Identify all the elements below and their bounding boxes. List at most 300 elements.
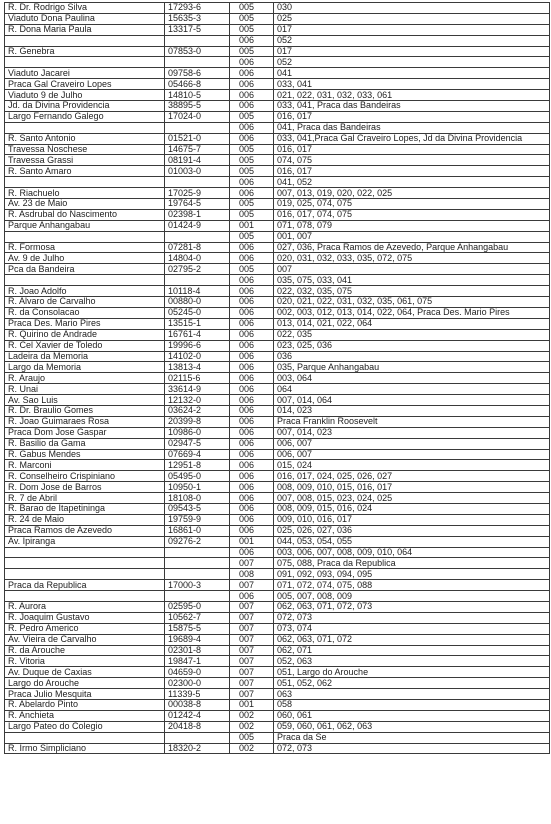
postal-code-cell: 02115-6 (165, 373, 230, 384)
postal-code-cell: 02398-1 (165, 209, 230, 220)
postal-code-cell: 20418-8 (165, 721, 230, 732)
block-list-cell: 073, 074 (274, 623, 550, 634)
street-name-cell: R. Riachuelo (5, 188, 165, 199)
table-row (5, 634, 550, 645)
postal-code-cell: 09758-6 (165, 68, 230, 79)
street-name-cell: R. Vitoria (5, 656, 165, 667)
table-row (5, 591, 550, 602)
table-row (5, 144, 550, 155)
table-row (5, 514, 550, 525)
sector-code-cell: 006 (230, 242, 274, 253)
postal-code-cell: 33614-9 (165, 384, 230, 395)
street-sector-table (4, 2, 550, 754)
postal-code-cell: 38895-5 (165, 101, 230, 112)
block-list-cell: 062, 071 (274, 645, 550, 656)
sector-code-cell: 002 (230, 710, 274, 721)
street-name-cell: Travessa Noschese (5, 144, 165, 155)
block-list-cell: 059, 060, 061, 062, 063 (274, 721, 550, 732)
street-name-cell: Travessa Grassi (5, 155, 165, 166)
sector-code-cell: 006 (230, 503, 274, 514)
postal-code-cell: 16761-4 (165, 329, 230, 340)
table-row (5, 645, 550, 656)
sector-code-cell: 006 (230, 329, 274, 340)
postal-code-cell: 04659-0 (165, 667, 230, 678)
table-row (5, 24, 550, 35)
postal-code-cell: 02947-5 (165, 438, 230, 449)
postal-code-cell: 17024-0 (165, 111, 230, 122)
postal-code-cell (165, 591, 230, 602)
sector-code-cell: 006 (230, 275, 274, 286)
table-row (5, 286, 550, 297)
street-name-cell: R. Pedro Americo (5, 623, 165, 634)
sector-code-cell: 006 (230, 177, 274, 188)
postal-code-cell: 12132-0 (165, 395, 230, 406)
postal-code-cell: 02300-0 (165, 678, 230, 689)
table-row (5, 133, 550, 144)
street-name-cell: R. 24 de Maio (5, 514, 165, 525)
street-name-cell (5, 35, 165, 46)
street-name-cell: R. Santo Antonio (5, 133, 165, 144)
postal-code-cell: 02301-8 (165, 645, 230, 656)
block-list-cell: 062, 063, 071, 072, 073 (274, 601, 550, 612)
table-row (5, 318, 550, 329)
block-list-cell: 006, 007 (274, 438, 550, 449)
table-row (5, 536, 550, 547)
sector-code-cell: 006 (230, 351, 274, 362)
street-name-cell: R. Aurora (5, 601, 165, 612)
table-row (5, 220, 550, 231)
street-name-cell: Praca Des. Mario Pires (5, 318, 165, 329)
block-list-cell: 017 (274, 24, 550, 35)
table-row (5, 493, 550, 504)
block-list-cell: 016, 017 (274, 166, 550, 177)
street-name-cell: R. Joaquim Gustavo (5, 612, 165, 623)
postal-code-cell: 15635-3 (165, 13, 230, 24)
table-row (5, 231, 550, 242)
postal-code-cell: 13813-4 (165, 362, 230, 373)
block-list-cell: 007, 014, 064 (274, 395, 550, 406)
sector-code-cell: 005 (230, 3, 274, 14)
block-list-cell: 035, 075, 033, 041 (274, 275, 550, 286)
sector-code-cell: 006 (230, 438, 274, 449)
table-row (5, 482, 550, 493)
block-list-cell: 003, 064 (274, 373, 550, 384)
block-list-cell: 008, 009, 015, 016, 024 (274, 503, 550, 514)
sector-code-cell: 006 (230, 362, 274, 373)
postal-code-cell: 19689-4 (165, 634, 230, 645)
table-row (5, 569, 550, 580)
sector-code-cell: 007 (230, 689, 274, 700)
block-list-cell: 041, 052 (274, 177, 550, 188)
street-name-cell: R. Santo Amaro (5, 166, 165, 177)
table-row (5, 449, 550, 460)
block-list-cell: 007, 008, 015, 023, 024, 025 (274, 493, 550, 504)
block-list-cell: 020, 031, 032, 033, 035, 072, 075 (274, 253, 550, 264)
table-row (5, 732, 550, 743)
block-list-cell: 064 (274, 384, 550, 395)
postal-code-cell: 13515-1 (165, 318, 230, 329)
street-name-cell: Av. Vieira de Carvalho (5, 634, 165, 645)
sector-code-cell: 005 (230, 155, 274, 166)
sector-code-cell: 005 (230, 264, 274, 275)
street-name-cell: Praca Gal Craveiro Lopes (5, 79, 165, 90)
table-row (5, 3, 550, 14)
sector-code-cell: 006 (230, 133, 274, 144)
sector-code-cell: 007 (230, 645, 274, 656)
postal-code-cell (165, 547, 230, 558)
sector-code-cell: 007 (230, 656, 274, 667)
table-row (5, 710, 550, 721)
sector-code-cell: 007 (230, 634, 274, 645)
street-name-cell: Ladeira da Memoria (5, 351, 165, 362)
postal-code-cell: 10950-1 (165, 482, 230, 493)
postal-code-cell: 18320-2 (165, 743, 230, 754)
street-name-cell (5, 177, 165, 188)
street-name-cell (5, 732, 165, 743)
postal-code-cell: 09276-2 (165, 536, 230, 547)
street-name-cell (5, 547, 165, 558)
street-name-cell: R. Asdrubal do Nascimento (5, 209, 165, 220)
block-list-cell: 006, 007 (274, 449, 550, 460)
sector-code-cell: 006 (230, 253, 274, 264)
street-name-cell: Av. 9 de Julho (5, 253, 165, 264)
block-list-cell: Praca da Se (274, 732, 550, 743)
street-name-cell: Viaduto Jacarei (5, 68, 165, 79)
block-list-cell: 072, 073 (274, 743, 550, 754)
table-row (5, 623, 550, 634)
block-list-cell: Praca Franklin Roosevelt (274, 416, 550, 427)
postal-code-cell (165, 558, 230, 569)
table-row (5, 264, 550, 275)
block-list-cell: 030 (274, 3, 550, 14)
block-list-cell: 015, 024 (274, 460, 550, 471)
street-name-cell: R. Unai (5, 384, 165, 395)
street-name-cell: R. Genebra (5, 46, 165, 57)
street-name-cell: R. 7 de Abril (5, 493, 165, 504)
street-name-cell: Av. 23 de Maio (5, 199, 165, 210)
block-list-cell: 021, 022, 031, 032, 033, 061 (274, 90, 550, 101)
table-row (5, 242, 550, 253)
street-name-cell: Praca Ramos de Azevedo (5, 525, 165, 536)
sector-code-cell: 006 (230, 384, 274, 395)
sector-code-cell: 002 (230, 721, 274, 732)
street-name-cell: Praca Julio Mesquita (5, 689, 165, 700)
block-list-cell: 033, 041, Praca das Bandeiras (274, 101, 550, 112)
table-row (5, 275, 550, 286)
street-name-cell (5, 558, 165, 569)
table-row (5, 101, 550, 112)
postal-code-cell: 10118-4 (165, 286, 230, 297)
block-list-cell: 001, 007 (274, 231, 550, 242)
sector-code-cell: 006 (230, 482, 274, 493)
street-name-cell: Praca da Republica (5, 580, 165, 591)
table-row (5, 90, 550, 101)
sector-code-cell: 006 (230, 449, 274, 460)
street-name-cell: Largo da Memoria (5, 362, 165, 373)
block-list-cell: 009, 010, 016, 017 (274, 514, 550, 525)
postal-code-cell: 15875-5 (165, 623, 230, 634)
street-name-cell: Pca da Bandeira (5, 264, 165, 275)
block-list-cell: 016, 017 (274, 144, 550, 155)
postal-code-cell: 08191-4 (165, 155, 230, 166)
block-list-cell: 071, 078, 079 (274, 220, 550, 231)
block-list-cell: 035, Parque Anhangabau (274, 362, 550, 373)
table-row (5, 438, 550, 449)
block-list-cell: 052 (274, 35, 550, 46)
table-row (5, 13, 550, 24)
street-name-cell (5, 275, 165, 286)
table-row (5, 721, 550, 732)
sector-code-cell: 005 (230, 166, 274, 177)
block-list-cell: 052, 063 (274, 656, 550, 667)
sector-code-cell: 005 (230, 13, 274, 24)
block-list-cell: 016, 017, 024, 025, 026, 027 (274, 471, 550, 482)
table-row (5, 743, 550, 754)
table-row (5, 253, 550, 264)
sector-code-cell: 007 (230, 580, 274, 591)
table-row (5, 46, 550, 57)
postal-code-cell: 19764-5 (165, 199, 230, 210)
block-list-cell: 019, 025, 074, 075 (274, 199, 550, 210)
postal-code-cell: 01242-4 (165, 710, 230, 721)
block-list-cell: 022, 032, 035, 075 (274, 286, 550, 297)
sector-code-cell: 006 (230, 90, 274, 101)
postal-code-cell: 07281-8 (165, 242, 230, 253)
table-row (5, 199, 550, 210)
table-row (5, 57, 550, 68)
sector-code-cell: 007 (230, 558, 274, 569)
table-row (5, 111, 550, 122)
street-name-cell: R. Alvaro de Carvalho (5, 297, 165, 308)
block-list-cell: 091, 092, 093, 094, 095 (274, 569, 550, 580)
block-list-cell: 062, 063, 071, 072 (274, 634, 550, 645)
postal-code-cell: 11339-5 (165, 689, 230, 700)
postal-code-cell: 05495-0 (165, 471, 230, 482)
table-row (5, 166, 550, 177)
block-list-cell: 025 (274, 13, 550, 24)
block-list-cell: 013, 014, 021, 022, 064 (274, 318, 550, 329)
postal-code-cell: 14810-5 (165, 90, 230, 101)
street-name-cell: R. Dona Maria Paula (5, 24, 165, 35)
table-row (5, 122, 550, 133)
table-row (5, 307, 550, 318)
postal-code-cell: 14804-0 (165, 253, 230, 264)
table-row (5, 362, 550, 373)
block-list-cell: 016, 017 (274, 111, 550, 122)
block-list-cell: 005, 007, 008, 009 (274, 591, 550, 602)
table-row (5, 612, 550, 623)
sector-code-cell: 006 (230, 547, 274, 558)
postal-code-cell (165, 122, 230, 133)
street-name-cell: R. Dr. Braulio Gomes (5, 405, 165, 416)
sector-code-cell: 001 (230, 220, 274, 231)
table-row (5, 209, 550, 220)
street-name-cell: Viaduto Dona Paulina (5, 13, 165, 24)
table-row (5, 384, 550, 395)
block-list-cell: 060, 061 (274, 710, 550, 721)
sector-code-cell: 006 (230, 68, 274, 79)
street-name-cell: R. Anchieta (5, 710, 165, 721)
table-row (5, 79, 550, 90)
postal-code-cell: 07853-0 (165, 46, 230, 57)
table-row (5, 155, 550, 166)
block-list-cell: 044, 053, 054, 055 (274, 536, 550, 547)
street-name-cell: R. Dr. Rodrigo Silva (5, 3, 165, 14)
table-row (5, 405, 550, 416)
postal-code-cell (165, 732, 230, 743)
sector-code-cell: 006 (230, 122, 274, 133)
street-name-cell: R. Abelardo Pinto (5, 700, 165, 711)
postal-code-cell (165, 275, 230, 286)
street-name-cell: R. Formosa (5, 242, 165, 253)
block-list-cell: 007 (274, 264, 550, 275)
sector-code-cell: 005 (230, 732, 274, 743)
sector-code-cell: 006 (230, 286, 274, 297)
block-list-cell: 017 (274, 46, 550, 57)
street-name-cell: Largo Fernando Galego (5, 111, 165, 122)
block-list-cell: 014, 023 (274, 405, 550, 416)
sector-code-cell: 006 (230, 318, 274, 329)
sector-code-cell: 006 (230, 405, 274, 416)
table-row (5, 525, 550, 536)
block-list-cell: 074, 075 (274, 155, 550, 166)
sector-code-cell: 005 (230, 46, 274, 57)
table-row (5, 373, 550, 384)
block-list-cell: 033, 041,Praca Gal Craveiro Lopes, Jd da Divina Providencia (274, 133, 550, 144)
table-row (5, 547, 550, 558)
postal-code-cell (165, 57, 230, 68)
street-name-cell: R. Cel Xavier de Toledo (5, 340, 165, 351)
street-name-cell (5, 231, 165, 242)
sector-code-cell: 007 (230, 678, 274, 689)
postal-code-cell: 12951-8 (165, 460, 230, 471)
sector-code-cell: 005 (230, 231, 274, 242)
table-row (5, 427, 550, 438)
postal-code-cell: 01003-0 (165, 166, 230, 177)
street-name-cell: Largo Pateo do Colegio (5, 721, 165, 732)
table-row (5, 471, 550, 482)
sector-code-cell: 006 (230, 35, 274, 46)
street-name-cell: Parque Anhangabau (5, 220, 165, 231)
block-list-cell: 003, 006, 007, 008, 009, 010, 064 (274, 547, 550, 558)
table-row (5, 188, 550, 199)
block-list-cell: 016, 017, 074, 075 (274, 209, 550, 220)
table-row (5, 503, 550, 514)
block-list-cell: 025, 026, 027, 036 (274, 525, 550, 536)
postal-code-cell: 13317-5 (165, 24, 230, 35)
sector-code-cell: 006 (230, 307, 274, 318)
street-name-cell: R. Joao Guimaraes Rosa (5, 416, 165, 427)
sector-code-cell: 006 (230, 395, 274, 406)
street-name-cell: R. Barao de Itapetininga (5, 503, 165, 514)
block-list-cell: 052 (274, 57, 550, 68)
street-name-cell (5, 122, 165, 133)
table-row (5, 460, 550, 471)
block-list-cell: 036 (274, 351, 550, 362)
sector-code-cell: 006 (230, 340, 274, 351)
block-list-cell: 007, 013, 019, 020, 022, 025 (274, 188, 550, 199)
street-name-cell: R. Araujo (5, 373, 165, 384)
postal-code-cell: 03624-2 (165, 405, 230, 416)
block-list-cell: 071, 072, 074, 075, 088 (274, 580, 550, 591)
street-name-cell: R. Gabus Mendes (5, 449, 165, 460)
table-row (5, 68, 550, 79)
street-name-cell: R. Conselheiro Crispiniano (5, 471, 165, 482)
postal-code-cell: 10986-0 (165, 427, 230, 438)
sector-code-cell: 007 (230, 601, 274, 612)
block-list-cell: 022, 035 (274, 329, 550, 340)
street-name-cell: Largo do Arouche (5, 678, 165, 689)
table-row (5, 689, 550, 700)
table-row (5, 656, 550, 667)
table-row (5, 667, 550, 678)
postal-code-cell: 07669-4 (165, 449, 230, 460)
table-row (5, 395, 550, 406)
block-list-cell: 023, 025, 036 (274, 340, 550, 351)
postal-code-cell: 19759-9 (165, 514, 230, 525)
street-name-cell: R. Basilio da Gama (5, 438, 165, 449)
sector-code-cell: 001 (230, 536, 274, 547)
sector-code-cell: 001 (230, 700, 274, 711)
sector-code-cell: 006 (230, 460, 274, 471)
sector-code-cell: 006 (230, 427, 274, 438)
postal-code-cell: 02595-0 (165, 601, 230, 612)
sector-code-cell: 005 (230, 144, 274, 155)
sector-code-cell: 006 (230, 57, 274, 68)
block-list-cell: 075, 088, Praca da Republica (274, 558, 550, 569)
street-name-cell: R. Joao Adolfo (5, 286, 165, 297)
postal-code-cell: 17000-3 (165, 580, 230, 591)
sector-code-cell: 006 (230, 525, 274, 536)
block-list-cell: 020, 021, 022, 031, 032, 035, 061, 075 (274, 297, 550, 308)
postal-code-cell: 19996-6 (165, 340, 230, 351)
table-row (5, 340, 550, 351)
postal-code-cell (165, 231, 230, 242)
street-name-cell: R. Irmo Simpliciano (5, 743, 165, 754)
street-name-cell: R. da Consolacao (5, 307, 165, 318)
sector-code-cell: 008 (230, 569, 274, 580)
table-row (5, 558, 550, 569)
table-row (5, 700, 550, 711)
street-name-cell: R. Quirino de Andrade (5, 329, 165, 340)
street-name-cell: Av. Sao Luis (5, 395, 165, 406)
sector-code-cell: 006 (230, 373, 274, 384)
block-list-cell: 041, Praca das Bandeiras (274, 122, 550, 133)
postal-code-cell: 14102-0 (165, 351, 230, 362)
table-row (5, 351, 550, 362)
postal-code-cell: 10562-7 (165, 612, 230, 623)
sector-code-cell: 006 (230, 101, 274, 112)
block-list-cell: 033, 041 (274, 79, 550, 90)
street-name-cell: Praca Dom Jose Gaspar (5, 427, 165, 438)
postal-code-cell: 09543-5 (165, 503, 230, 514)
postal-code-cell: 19847-1 (165, 656, 230, 667)
postal-code-cell: 05466-8 (165, 79, 230, 90)
sector-code-cell: 005 (230, 209, 274, 220)
table-row (5, 416, 550, 427)
block-list-cell: 027, 036, Praca Ramos de Azevedo, Parque Anhangabau (274, 242, 550, 253)
street-name-cell (5, 57, 165, 68)
table-body (5, 3, 550, 754)
sector-code-cell: 007 (230, 667, 274, 678)
sector-code-cell: 002 (230, 743, 274, 754)
street-name-cell (5, 591, 165, 602)
sector-code-cell: 006 (230, 471, 274, 482)
postal-code-cell (165, 35, 230, 46)
block-list-cell: 058 (274, 700, 550, 711)
street-name-cell: R. da Arouche (5, 645, 165, 656)
postal-code-cell: 01424-9 (165, 220, 230, 231)
